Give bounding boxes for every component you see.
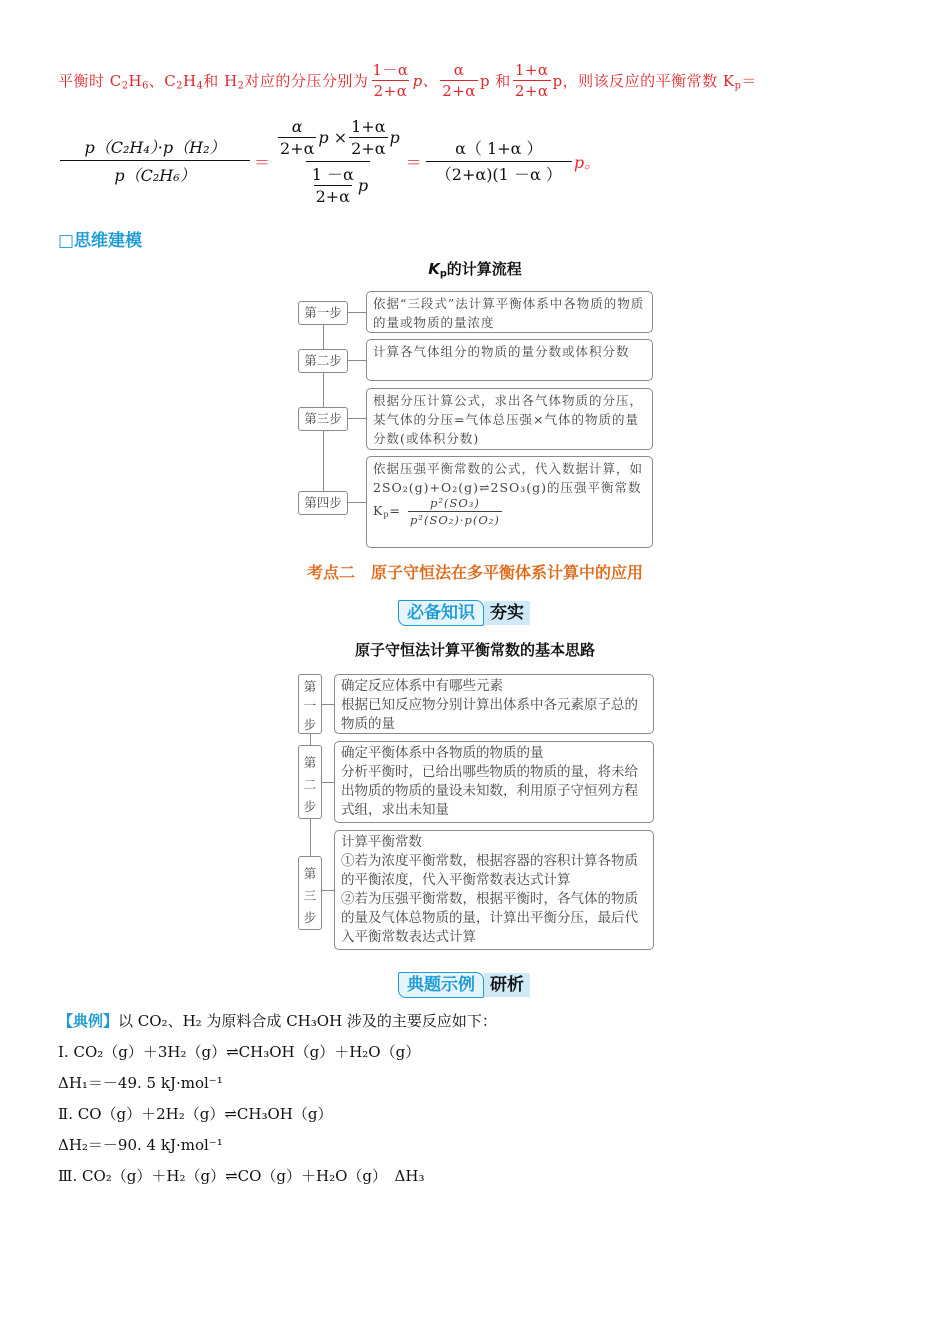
example-intro-text: 以 CO₂、H₂ 为原料合成 CH₃OH 涉及的主要反应如下： [118,1012,497,1030]
equals-2: ＝ [405,153,422,173]
flow1-branch-1 [346,312,366,313]
banner-knowledge [398,600,530,626]
flow2-step-box-2 [334,741,654,823]
flow1-branch-4 [346,502,366,503]
enthalpy-1: ΔH₁＝－49. 5 kJ·mol⁻¹ [58,1074,223,1092]
banner-example-tag: 典题示例 [398,972,484,998]
intro-text: 平衡时 $C_2H_6$、$C_2H_4$和 $H_2$对应的分压分别为 [58,71,369,92]
flow1-branch-3 [346,418,366,419]
flow1-step-box-2: 计算各气体组分的物质的量分数或体积分数 [366,339,653,381]
flow1-step-label-4: 第四步 [298,491,348,515]
flow1-step-box-3: 根据分压计算公式，求出各气体物质的分压，某气体的分压=气体总压强×气体的物质的量分数(或体积分数) [366,388,653,450]
formula-rhs: $\frac{\alpha( 1+\alpha )}{(2+\alpha)(1 -\alpha )}$ [426,140,572,184]
kp-formula [58,118,600,205]
banner-knowledge-tail: 夯实 [484,601,530,625]
flow1-branch-2 [346,360,366,361]
flow2-step2-line-2: 分析平衡时，已给出哪些物质的物质的量，将未给出物质的物质的量设未知数，利用原子守恒列方程式组，求出未知量 [341,764,638,818]
flow2-step1-line-1: 确定反应体系中有哪些元素 [341,678,503,694]
flow2-branch-2 [322,782,334,783]
flow1-step-box-4: 依据压强平衡常数的公式，代入数据计算，如2SO₂(g)+O₂(g)⇌2SO₃(g)的压强平衡常数$K_p=$ $\frac{\text{p²(SO₃)}}{\text{p²(SO₂)·p(O₂)}}$ [366,456,653,548]
partial-p1: p、 [412,72,439,90]
formula-lhs: $\frac{\text{p（C₂H₄）·p（H₂）}}{\text{p（C₂H₆）}}$ [60,139,250,185]
partial-p2: p 和 [479,72,511,90]
flow1-step-box-1: 依据“三段式”法计算平衡体系中各物质的物质的量或物质的量浓度 [366,291,653,333]
flow2-step3-line-3: ②若为压强平衡常数，根据平衡时，各气体的物质的量及气体总物质的量，计算出平衡分压，最后代入平衡常数表达式计算 [341,891,638,945]
flow2-branch-3 [322,890,334,891]
fraction-h2: $\frac{1+\alpha}{2+\alpha}$ [514,61,549,100]
flow1-step4-text: 依据压强平衡常数的公式，代入数据计算，如2SO₂(g)+O₂(g)⇌2SO₃(g)的压强平衡常数K [373,461,644,519]
intro-line [58,62,757,99]
flow2-step-label-2: 第二步 [298,745,322,819]
section-heading-kaodian2: 考点二 原子守恒法在多平衡体系计算中的应用 [306,563,643,582]
reaction-1: I. CO₂（g）＋3H₂（g）⇌CH₃OH（g）＋H₂O（g） [58,1043,421,1061]
method-title: 原子守恒法计算平衡常数的基本思路 [354,641,595,659]
reaction-3: Ⅲ. CO₂（g）＋H₂（g）⇌CO（g）＋H₂O（g） ΔH₃ [58,1167,425,1185]
flow1-step-label-2: 第二步 [298,349,348,373]
flow2-step-label-3: 第三步 [298,856,322,930]
equals-1: ＝ [254,153,271,173]
flow2-step-label-1: 第一步 [298,674,322,734]
flow2-step3-line-2: ①若为浓度平衡常数，根据容器的容积计算各物质的平衡浓度，代入平衡常数表达式计算 [341,853,638,888]
banner-example-tail: 研析 [484,973,530,997]
intro-tail: p，则该反应的平衡常数 $K_p=$ [552,71,757,92]
example-tag: 【典例】 [58,1012,119,1030]
flow1-step-label-1: 第一步 [298,301,348,325]
flow2-step1-line-2: 根据已知反应物分别计算出体系中各元素原子总的物质的量 [341,697,638,732]
flow2-step-box-3 [334,830,654,950]
flow2-step3-line-1: 计算平衡常数 [341,834,422,850]
formula-middle: $\frac{\alpha}{2+\alpha}$ p × $\frac{1+\alpha}{2+\alpha}$ p $\frac{1 -\alpha}{2+\alpha}$ p [280,117,400,206]
banner-knowledge-tag: 必备知识 [398,600,484,626]
flow1-step-label-3: 第三步 [298,407,348,431]
enthalpy-2: ΔH₂＝－90. 4 kJ·mol⁻¹ [58,1136,223,1154]
reaction-2: Ⅱ. CO（g）＋2H₂（g）⇌CH₃OH（g） [58,1105,333,1123]
formula-end: p。 [573,153,601,173]
flow-title: $K_p$的计算流程 [428,260,522,280]
flow2-step2-line-1: 确定平衡体系中各物质的物质的量 [341,745,544,761]
banner-example [398,972,530,998]
kp-so3-fraction: $\frac{\text{p²(SO₃)}}{\text{p²(SO₂)·p(O₂)}}$ [410,496,500,527]
flow2-branch-1 [322,704,334,705]
example-intro [58,1010,497,1031]
fraction-c2h4: $\frac{\alpha}{2+\alpha}$ [442,61,476,100]
section-heading-model: □思维建模 [58,231,143,251]
fraction-c2h6: $\frac{1-\alpha}{2+\alpha}$ [372,61,409,100]
flow2-step-box-1 [334,674,654,734]
